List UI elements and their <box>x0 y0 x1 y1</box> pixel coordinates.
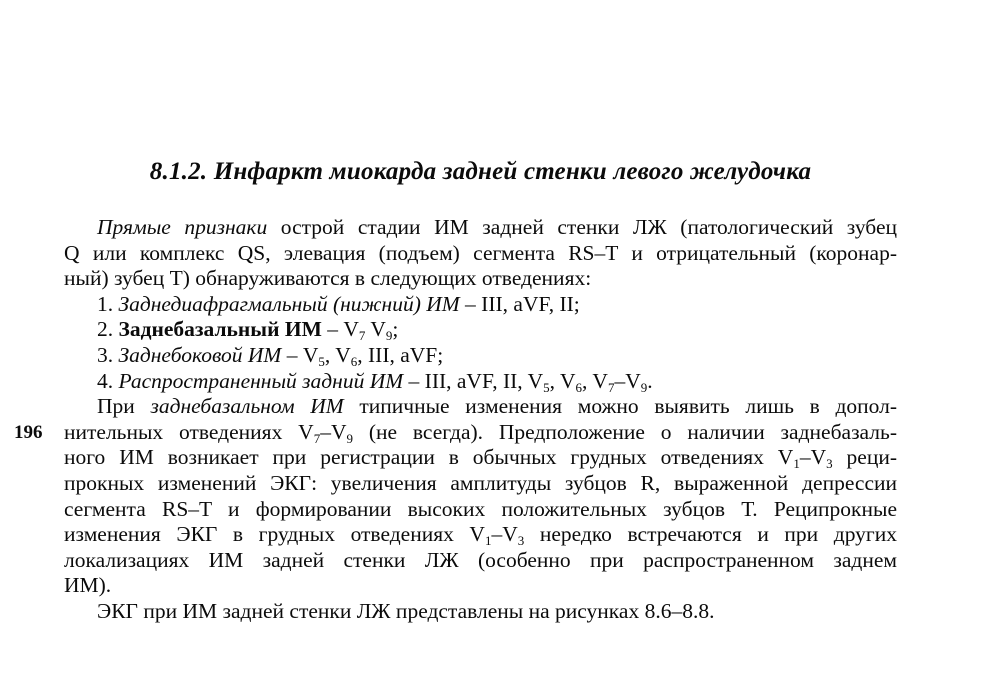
text-line <box>64 445 897 471</box>
text-segment: – V <box>321 317 359 342</box>
text-segment: локализациях ИМ задней стенки ЛЖ (особенно при распространенном заднем <box>64 547 897 572</box>
text-segment: V <box>365 317 386 342</box>
text-segment: ЭКГ при ИМ задней стенки ЛЖ представлены на рисунках 8.6–8.8. <box>97 598 715 623</box>
text-segment: Q или комплекс QS, элевация (подъем) сегмента RS–T и отрицательный (коронар- <box>64 240 897 265</box>
text-line <box>64 548 897 574</box>
text-line <box>64 292 897 318</box>
text-line <box>64 497 897 523</box>
text-segment: острой стадии ИМ задней стенки ЛЖ (патологический зубец <box>267 215 897 239</box>
text-segment: –V <box>799 445 827 470</box>
text-line <box>64 215 897 241</box>
text-line <box>64 420 897 446</box>
text-segment: 4. <box>97 368 119 393</box>
text-segment: заднебазальном ИМ <box>150 394 344 419</box>
text-segment: 2. <box>97 317 119 342</box>
text-segment: , V <box>324 342 351 367</box>
text-segment: Прямые признаки <box>97 215 268 239</box>
text-segment: ; <box>392 317 399 342</box>
lead-subscript: 1 <box>484 533 492 549</box>
text-segment: –V <box>320 419 347 444</box>
text-line <box>64 343 897 369</box>
text-segment: , V <box>582 368 608 393</box>
lead-subscript: 7 <box>607 379 615 395</box>
text-segment: , III, aVF; <box>357 342 444 367</box>
page-number: 196 <box>14 422 43 443</box>
lead-subscript: 5 <box>318 353 325 369</box>
text-line <box>64 599 897 625</box>
text-line <box>64 241 897 267</box>
text-line <box>64 369 897 395</box>
text-segment: реци- <box>832 445 897 470</box>
text-line <box>64 266 897 292</box>
lead-subscript: 6 <box>350 353 358 369</box>
text-segment: –V <box>614 368 641 393</box>
lead-subscript: 1 <box>793 456 800 472</box>
text-segment: ИМ). <box>64 573 112 598</box>
text-segment: прокных изменений ЭКГ: увеличения амплитуды зубцов R, выраженной депрессии <box>64 470 897 495</box>
text-segment: нительных отведениях V <box>64 419 314 444</box>
section-heading: 8.1.2. Инфаркт миокарда задней стенки левого желудочка <box>149 158 812 185</box>
text-segment: сегмента RS–T и формировании высоких положительных зубцов Т. Реципрокные <box>64 496 897 521</box>
lead-subscript: 9 <box>640 379 648 395</box>
lead-subscript: 7 <box>313 430 321 446</box>
lead-subscript: 9 <box>385 328 393 344</box>
text-line <box>64 471 897 497</box>
lead-subscript: 3 <box>826 456 833 472</box>
text-segment: нередко встречаются и при других <box>524 522 897 547</box>
text-segment: типичные изменения можно выявить лишь в допол- <box>343 394 897 419</box>
text-segment: – III, aVF, II; <box>459 291 580 316</box>
text-segment: Заднебазальный ИМ <box>118 317 322 342</box>
lead-subscript: 5 <box>543 379 550 395</box>
text-segment: ный) зубец Т) обнаруживаются в следующих отведениях: <box>64 266 592 291</box>
text-segment: Заднедиафрагмальный (нижний) ИМ <box>118 291 460 316</box>
lead-subscript: 3 <box>517 533 525 549</box>
text-segment: . <box>647 368 653 393</box>
text-segment: ного ИМ возникает при регистрации в обычных грудных отведениях V <box>64 445 794 470</box>
lead-subscript: 9 <box>346 430 353 446</box>
text-segment: Распространенный задний ИМ <box>118 368 404 393</box>
text-segment: При <box>97 394 151 419</box>
text-segment: – V <box>281 342 319 367</box>
text-line <box>64 522 897 548</box>
text-segment: – III, aVF, II, V <box>403 368 544 393</box>
text-segment: 1. <box>97 291 119 316</box>
text-segment: Заднебоковой ИМ <box>118 342 282 367</box>
lead-subscript: 6 <box>575 379 583 395</box>
text-segment: изменения ЭКГ в грудных отведениях V <box>64 522 485 547</box>
lead-subscript: 7 <box>358 328 366 344</box>
text-segment: , V <box>549 368 576 393</box>
text-segment: 3. <box>97 342 119 367</box>
text-segment: (не всегда). Предположение о наличии заднебазаль- <box>352 419 897 444</box>
text-line <box>64 317 897 343</box>
text-line <box>64 394 897 420</box>
body-text <box>64 215 897 625</box>
text-segment: –V <box>491 522 518 547</box>
text-line <box>64 573 897 599</box>
